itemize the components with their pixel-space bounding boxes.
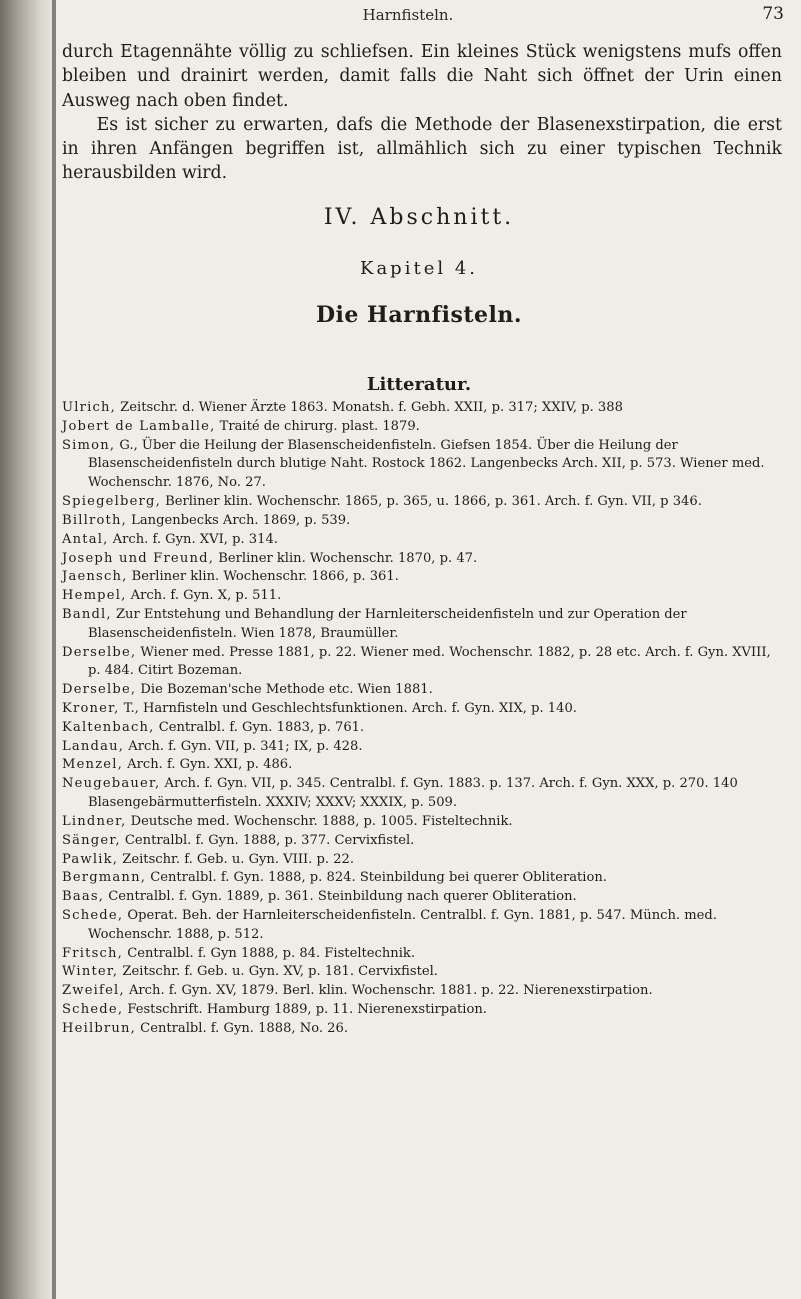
reference-author: Schede, bbox=[62, 907, 124, 923]
reference-text: Centralbl. f. Gyn. 1888, p. 377. Cervixfistel. bbox=[120, 832, 415, 848]
reference-author: Landau, bbox=[62, 738, 125, 754]
reference-author: Jobert de Lamballe, bbox=[62, 418, 216, 434]
reference-author: Bergmann, bbox=[62, 870, 147, 886]
reference-author: Hempel, bbox=[62, 588, 127, 604]
reference-author: Jaensch, bbox=[62, 569, 128, 585]
literature-heading: Litteratur. bbox=[366, 374, 472, 395]
reference-author: Billroth, bbox=[62, 512, 127, 528]
reference-author: Baas, bbox=[62, 889, 105, 905]
reference-entry bbox=[62, 851, 784, 870]
chapter-heading: Kapitel 4. bbox=[360, 258, 478, 279]
reference-text: Berliner klin. Wochenschr. 1866, p. 361. bbox=[127, 569, 399, 585]
reference-author: Pawlik, bbox=[62, 851, 119, 867]
reference-text: T., Harnfisteln und Geschlechtsfunktionen. Arch. f. Gyn. XIX, p. 140. bbox=[119, 701, 577, 716]
reference-entry bbox=[62, 418, 784, 437]
reference-author: Neugebauer, bbox=[62, 776, 161, 792]
reference-text: Die Bozeman'sche Methode etc. Wien 1881. bbox=[136, 682, 433, 698]
reference-text: Operat. Beh. der Harnleiterscheidenfisteln. Centralbl. f. Gyn. 1881, p. 547. Münch. med. Wochenschr. 1888, p. 512. bbox=[88, 907, 717, 942]
reference-entry bbox=[62, 738, 784, 757]
reference-author: Derselbe, bbox=[62, 644, 137, 660]
section-heading: IV. Abschnitt. bbox=[323, 205, 515, 230]
reference-author: Sänger, bbox=[62, 832, 121, 848]
reference-text: Arch. f. Gyn. XXI, p. 486. bbox=[123, 757, 293, 773]
reference-text: Berliner klin. Wochenschr. 1870, p. 47. bbox=[214, 550, 478, 566]
reference-entry bbox=[62, 907, 784, 945]
reference-author: Antal, bbox=[62, 531, 109, 547]
reference-entry bbox=[62, 832, 784, 851]
reference-entry bbox=[62, 888, 784, 907]
reference-entry bbox=[62, 512, 784, 531]
binding-edge bbox=[52, 0, 56, 1299]
intro-paragraph: Es ist sicher zu erwarten, dafs die Methode der Blasenexstirpation, die erst in ihren Anfängen begriffen ist, allmählich sich zu einer typischen Technik herausbilden wird. bbox=[62, 114, 782, 184]
reference-text: Centralbl. f. Gyn. 1889, p. 361. Steinbildung nach querer Obliteration. bbox=[104, 889, 577, 905]
reference-entry bbox=[62, 756, 784, 775]
reference-entry bbox=[62, 945, 784, 964]
reference-author: Winter, bbox=[62, 964, 119, 980]
reference-entry bbox=[62, 963, 784, 982]
reference-entry bbox=[62, 700, 784, 719]
reference-entry bbox=[62, 550, 784, 569]
book-binding-shadow bbox=[0, 0, 54, 1299]
reference-author: Kaltenbach, bbox=[62, 719, 155, 735]
reference-text: Centralbl. f. Gyn. 1888, No. 26. bbox=[136, 1020, 349, 1036]
reference-text: G., Über die Heilung der Blasenscheidenfisteln. Giefsen 1854. Über die Heilung der Blasenscheidenfisteln durch blutige Naht. Rostock 1862. Langenbecks Arch. XII, p. 573. Wiener med. Wochenschr. 1876, No. 27. bbox=[88, 437, 765, 491]
reference-entry bbox=[62, 568, 784, 587]
reference-text: Langenbecks Arch. 1869, p. 539. bbox=[126, 512, 351, 528]
reference-entry bbox=[62, 1001, 784, 1020]
reference-entry bbox=[62, 1020, 784, 1039]
reference-entry bbox=[62, 775, 784, 813]
reference-author: Heilbrun, bbox=[62, 1020, 137, 1036]
reference-text: Arch. f. Gyn. X, p. 511. bbox=[126, 588, 282, 604]
reference-text: Berliner klin. Wochenschr. 1865, p. 365, u. 1866, p. 361. Arch. f. Gyn. VII, p 346. bbox=[160, 494, 702, 510]
reference-entry bbox=[62, 437, 784, 493]
reference-text: Arch. f. Gyn. XV, 1879. Berl. klin. Wochenschr. 1881. p. 22. Nierenexstirpation. bbox=[124, 983, 653, 999]
reference-text: Zeitschr. f. Geb. u. Gyn. VIII. p. 22. bbox=[118, 851, 355, 867]
reference-text: Centralbl. f. Gyn. 1888, p. 824. Steinbildung bei querer Obliteration. bbox=[146, 870, 607, 886]
reference-author: Fritsch, bbox=[62, 945, 124, 961]
chapter-title: Die Harnfisteln. bbox=[315, 302, 523, 328]
reference-author: Kroner, bbox=[62, 701, 120, 716]
reference-entry bbox=[62, 719, 784, 738]
reference-entry bbox=[62, 493, 784, 512]
reference-text: Traité de chirurg. plast. 1879. bbox=[215, 418, 420, 434]
reference-entry bbox=[62, 587, 784, 606]
reference-text: Zeitschr. f. Geb. u. Gyn. XV, p. 181. Cervixfistel. bbox=[118, 964, 438, 980]
running-head: Harnfisteln. bbox=[362, 6, 454, 24]
reference-text: Arch. f. Gyn. XVI, p. 314. bbox=[108, 531, 278, 547]
reference-text: Wiener med. Presse 1881, p. 22. Wiener med. Wochenschr. 1882, p. 28 etc. Arch. f. Gyn. XVIII, p. 484. Citirt Bozeman. bbox=[88, 644, 771, 679]
reference-entry bbox=[62, 982, 784, 1001]
reference-text: Centralbl. f. Gyn 1888, p. 84. Fisteltechnik. bbox=[123, 945, 415, 961]
reference-author: Ulrich, bbox=[62, 400, 116, 415]
reference-text: Arch. f. Gyn. VII, p. 345. Centralbl. f. Gyn. 1883. p. 137. Arch. f. Gyn. XXX, p. 270. 140 Blasengebärmutterfisteln. XXXIV; XXXV; XXXIX, p. 509. bbox=[88, 776, 738, 811]
reference-author: Schede, bbox=[62, 1002, 124, 1017]
reference-author: Spiegelberg, bbox=[62, 494, 161, 510]
reference-entry bbox=[62, 606, 784, 644]
reference-author: Bandl, bbox=[62, 606, 112, 622]
book-page bbox=[58, 0, 790, 1299]
reference-author: Derselbe, bbox=[62, 682, 137, 698]
reference-entry bbox=[62, 681, 784, 700]
reference-author: Joseph und Freund, bbox=[62, 550, 215, 566]
intro-text bbox=[62, 40, 782, 186]
reference-text: Festschrift. Hamburg 1889, p. 11. Nierenexstirpation. bbox=[123, 1002, 487, 1017]
reference-author: Lindner, bbox=[62, 813, 127, 829]
reference-entry bbox=[62, 399, 784, 418]
reference-entry bbox=[62, 813, 784, 832]
reference-entry bbox=[62, 644, 784, 682]
reference-author: Menzel, bbox=[62, 757, 123, 773]
page-number: 73 bbox=[762, 4, 784, 24]
reference-entry bbox=[62, 531, 784, 550]
intro-paragraph: durch Etagennähte völlig zu schliefsen. Ein kleines Stück wenigstens mufs offen bleiben und drainirt werden, damit falls die Naht sich öffnet der Urin einen Ausweg nach oben findet. bbox=[62, 42, 782, 111]
reference-text: Deutsche med. Wochenschr. 1888, p. 1005. Fisteltechnik. bbox=[126, 813, 513, 829]
reference-author: Simon, bbox=[62, 437, 116, 453]
reference-author: Zweifel, bbox=[62, 983, 125, 999]
reference-list bbox=[62, 399, 784, 1039]
reference-text: Centralbl. f. Gyn. 1883, p. 761. bbox=[154, 719, 365, 735]
reference-text: Arch. f. Gyn. VII, p. 341; IX, p. 428. bbox=[124, 738, 363, 754]
reference-entry bbox=[62, 869, 784, 888]
reference-text: Zeitschr. d. Wiener Ärzte 1863. Monatsh. f. Gebh. XXII, p. 317; XXIV, p. 388 bbox=[116, 400, 623, 415]
reference-text: Zur Entstehung und Behandlung der Harnleiterscheidenfisteln und zur Operation der Blasenscheidenfisteln. Wien 1878, Braumüller. bbox=[88, 606, 687, 641]
